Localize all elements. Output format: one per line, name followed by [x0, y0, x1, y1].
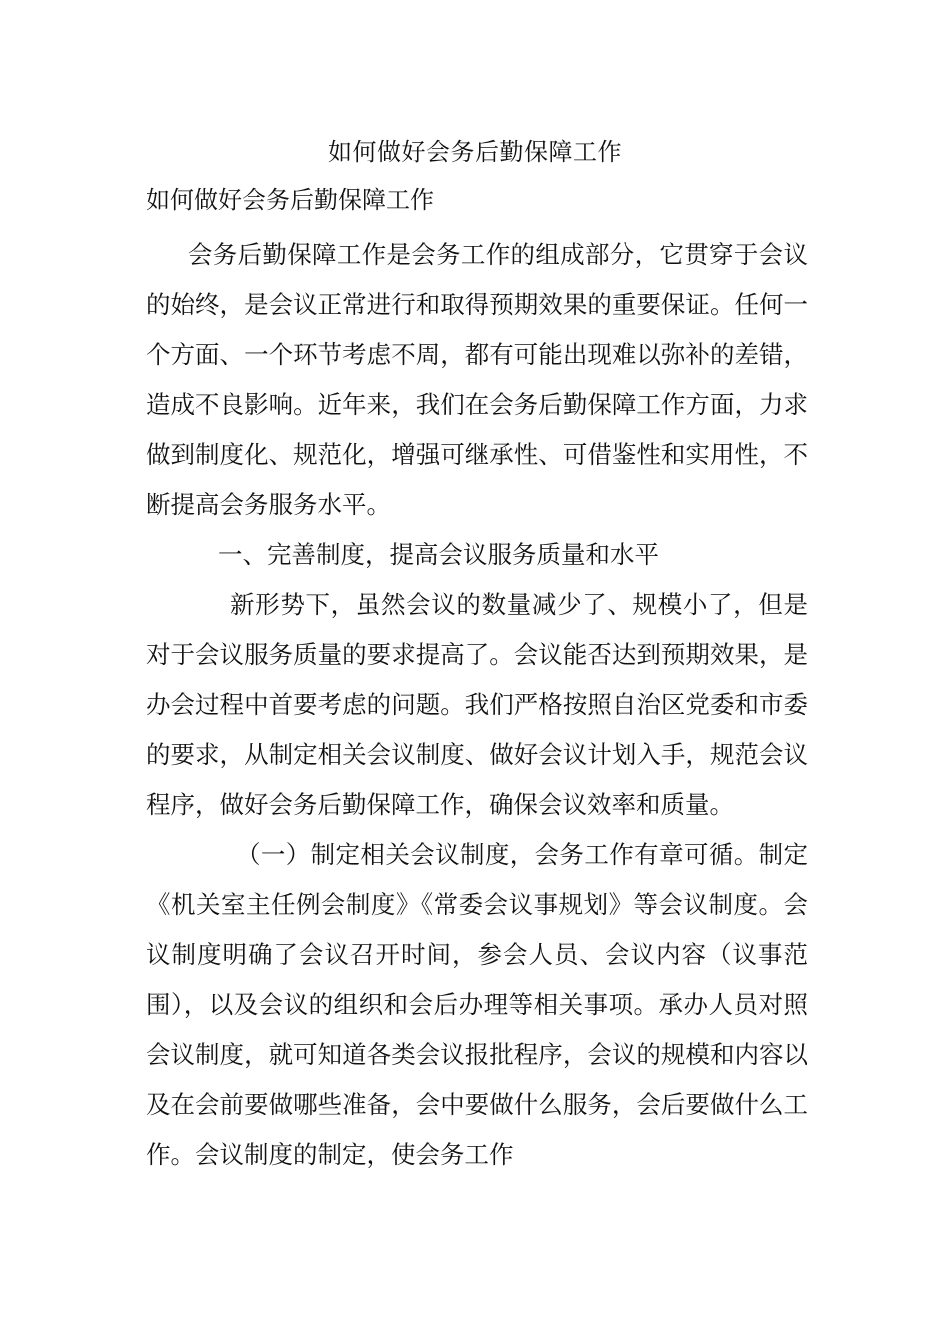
paragraph-section-1: 新形势下，虽然会议的数量减少了、规模小了，但是对于会议服务质量的要求提高了。会议能否达到预期效果，是办会过程中首要考虑的问题。我们严格按照自治区党委和市委的要求，从制定相关会议制度、做好会议计划入手，规范会议程序，做好会务后勤保障工作，确保会议效率和质量。 [146, 590, 808, 819]
document-title: 如何做好会务后勤保障工作 [328, 138, 622, 166]
document-subtitle: 如何做好会务后勤保障工作 [146, 186, 434, 214]
paragraph-subsection-1: （一）制定相关会议制度，会务工作有章可循。制定《机关室主任例会制度》《常委会议事规划》等会议制度。会议制度明确了会议召开时间，参会人员、会议内容（议事范围），以及会议的组织和会后办理等相关事项。承办人员对照会议制度，就可知道各类会议报批程序，会议的规模和内容以及在会前要做哪些准备，会中要做什么服务，会后要做什么工作。会议制度的制定，使会务工作 [146, 840, 808, 1169]
paragraph-intro: 会务后勤保障工作是会务工作的组成部分，它贯穿于会议的始终，是会议正常进行和取得预期效果的重要保证。任何一个方面、一个环节考虑不周，都有可能出现难以弥补的差错，造成不良影响。近年来，我们在会务后勤保障工作方面，力求做到制度化、规范化，增强可继承性、可借鉴性和实用性，不断提高会务服务水平。 [146, 240, 808, 519]
section-heading-1: 一、完善制度，提高会议服务质量和水平 [218, 540, 659, 569]
document-body [146, 230, 808, 1180]
